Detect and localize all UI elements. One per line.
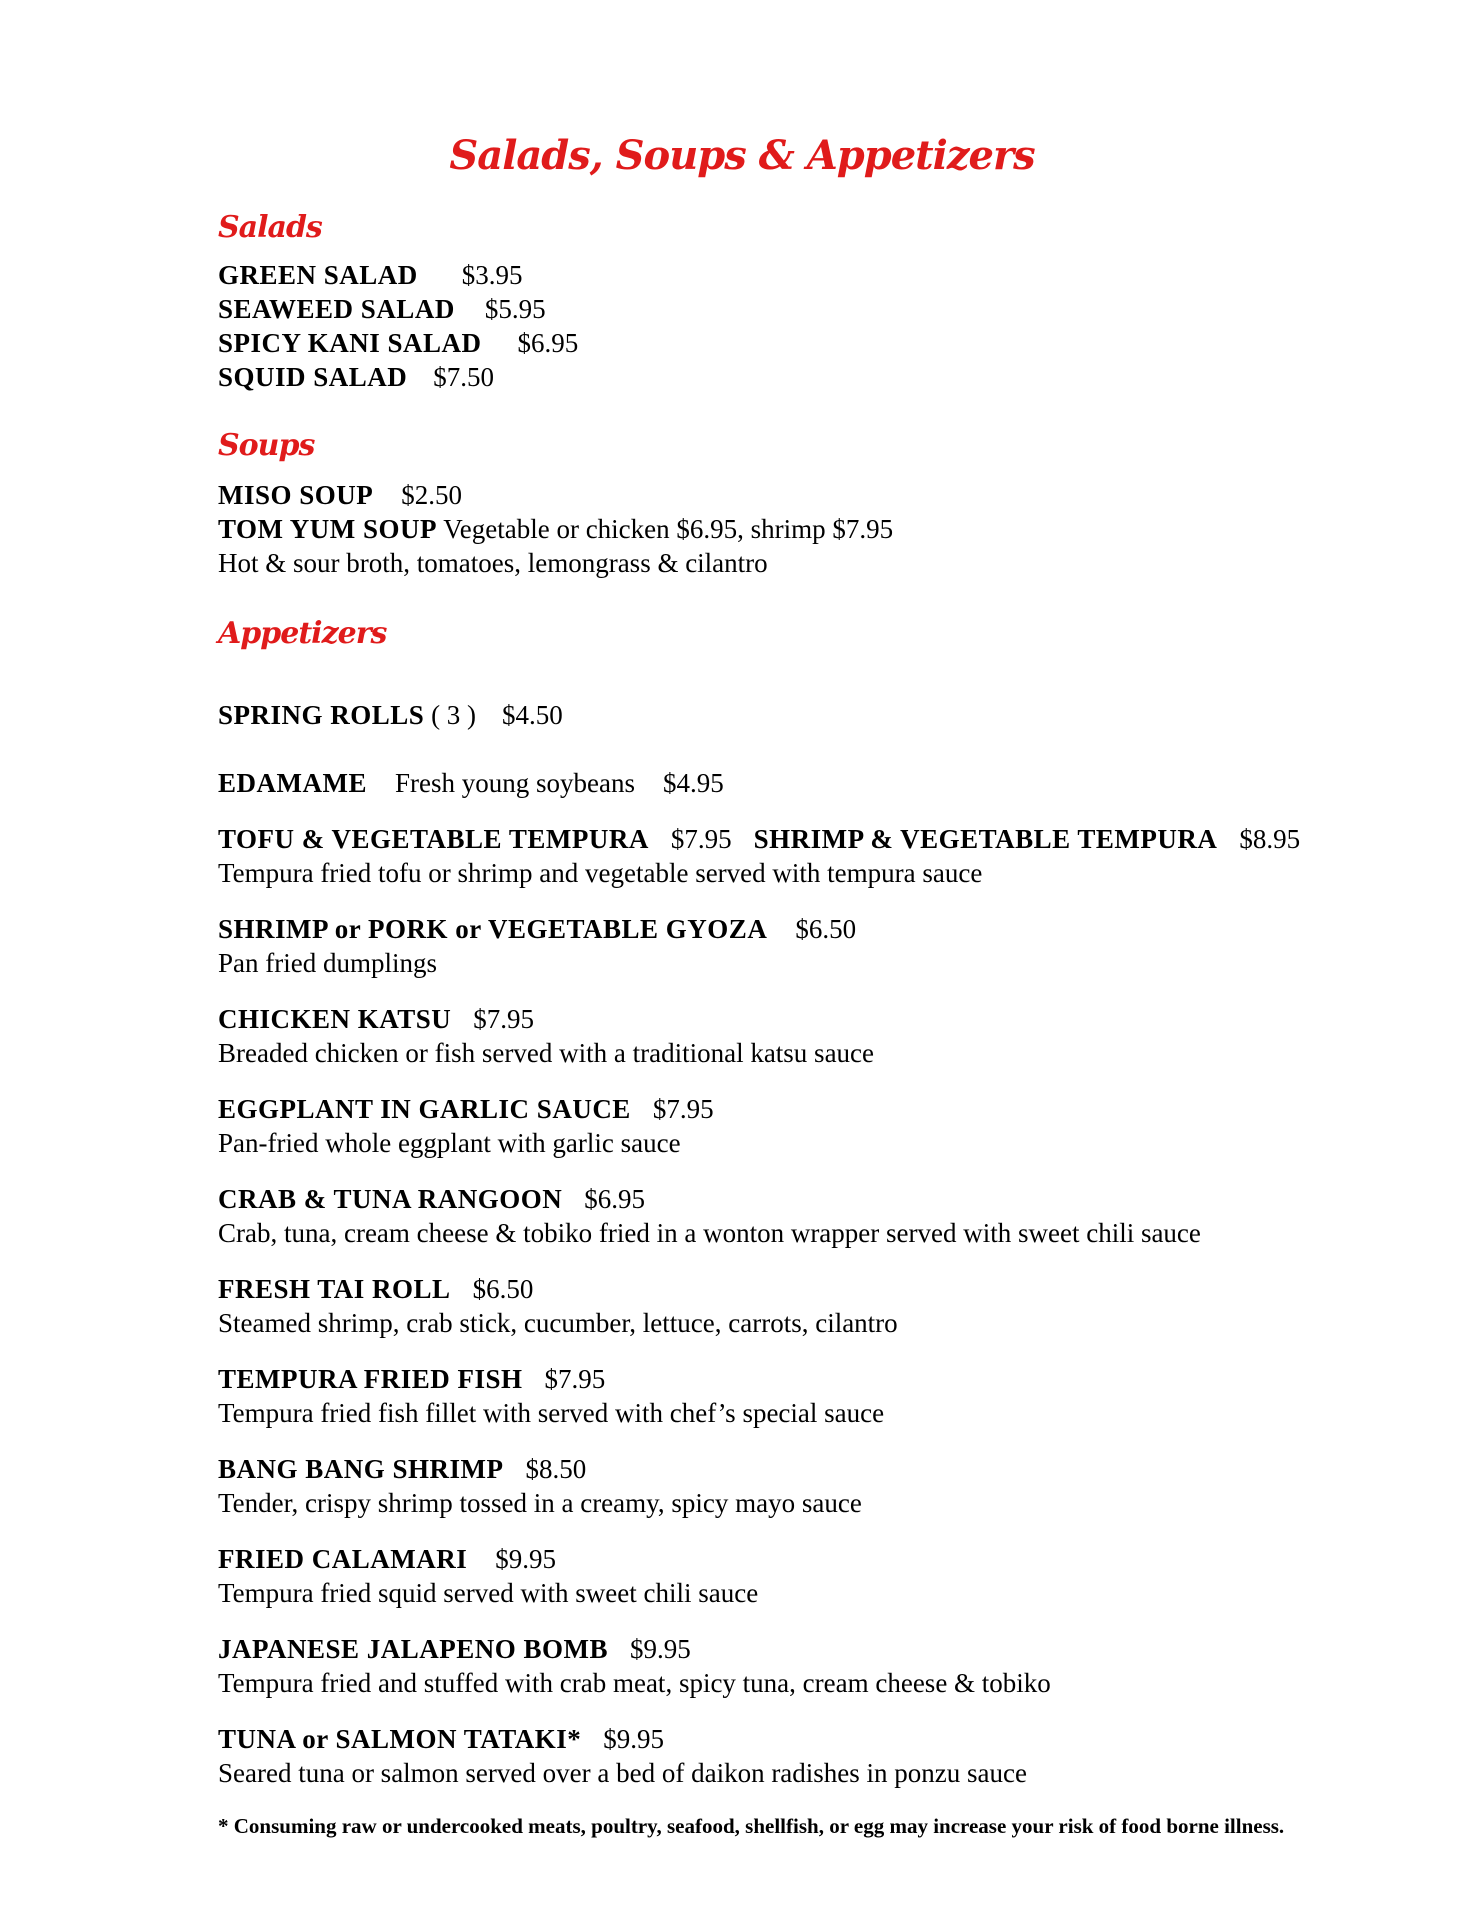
item-name: CRAB & TUNA RANGOON <box>218 1184 563 1214</box>
item-description: Breaded chicken or fish served with a traditional katsu sauce <box>218 1038 875 1068</box>
item-description: Tempura fried squid served with sweet chili sauce <box>218 1578 759 1608</box>
item-name: SEAWEED SALAD <box>218 294 455 324</box>
item-price: $6.95 <box>584 1184 646 1214</box>
appetizer-item <box>218 822 1300 856</box>
item-name: BANG BANG SHRIMP <box>218 1454 504 1484</box>
item-name: SHRIMP & VEGETABLE TEMPURA <box>753 824 1218 854</box>
item-description: Seared tuna or salmon served over a bed of daikon radishes in ponzu sauce <box>218 1758 1027 1788</box>
soup-item <box>218 478 462 512</box>
salad-item <box>218 292 546 326</box>
item-name: SHRIMP or PORK or VEGETABLE GYOZA <box>218 914 768 944</box>
item-name: GREEN SALAD <box>218 260 418 290</box>
salad-item <box>218 360 494 394</box>
item-name: TUNA or SALMON TATAKI* <box>218 1724 582 1754</box>
appetizer-item <box>218 1002 534 1036</box>
item-price: $7.95 <box>670 824 732 854</box>
item-description: Hot & sour broth, tomatoes, lemongrass & cilantro <box>218 548 768 578</box>
item-description: Tempura fried and stuffed with crab meat, spicy tuna, cream cheese & tobiko <box>218 1668 1051 1698</box>
appetizer-item <box>218 1272 533 1306</box>
item-name: EDAMAME <box>218 768 367 798</box>
appetizer-item <box>218 1632 691 1666</box>
item-name: EGGPLANT IN GARLIC SAUCE <box>218 1094 631 1124</box>
item-name: FRESH TAI ROLL <box>218 1274 451 1304</box>
appetizer-item <box>218 1542 556 1576</box>
item-name: FRIED CALAMARI <box>218 1544 468 1574</box>
item-price: $9.95 <box>603 1724 665 1754</box>
item-name: TOM YUM SOUP <box>218 514 437 544</box>
item-price: $3.95 <box>461 260 523 290</box>
appetizer-item <box>218 1092 714 1126</box>
item-price: $7.50 <box>433 362 495 392</box>
appetizer-item <box>218 698 563 732</box>
salad-item <box>218 326 578 360</box>
soup-item <box>218 512 893 546</box>
item-description: Tender, crispy shrimp tossed in a creamy, spicy mayo sauce <box>218 1488 862 1518</box>
salad-item <box>218 258 523 292</box>
item-price: $8.50 <box>525 1454 587 1484</box>
item-price: $7.95 <box>473 1004 535 1034</box>
item-name: SQUID SALAD <box>218 362 408 392</box>
item-description: Pan fried dumplings <box>218 948 437 978</box>
item-name: JAPANESE JALAPENO BOMB <box>218 1634 609 1664</box>
item-name: TOFU & VEGETABLE TEMPURA <box>218 824 649 854</box>
item-note: Fresh young soybeans <box>394 768 635 798</box>
item-price: $8.95 <box>1239 824 1301 854</box>
item-price: $5.95 <box>484 294 546 324</box>
appetizer-item <box>218 1452 586 1486</box>
item-description: Crab, tuna, cream cheese & tobiko fried in a wonton wrapper served with sweet chili sauce <box>218 1218 1201 1248</box>
item-price: $4.95 <box>662 768 724 798</box>
item-name: TEMPURA FRIED FISH <box>218 1364 523 1394</box>
page-title: Salads, Soups & Appetizers <box>449 132 1035 179</box>
item-qty: ( 3 ) <box>431 700 477 730</box>
salads-heading: Salads <box>218 210 322 245</box>
item-price: $6.50 <box>795 914 857 944</box>
item-price: $4.50 <box>502 700 563 730</box>
item-detail: Vegetable or chicken $6.95, shrimp $7.95 <box>443 514 894 544</box>
appetizer-item <box>218 1182 645 1216</box>
item-name: CHICKEN KATSU <box>218 1004 452 1034</box>
appetizers-heading: Appetizers <box>218 616 387 651</box>
item-price: $7.95 <box>652 1094 714 1124</box>
item-price: $6.50 <box>472 1274 534 1304</box>
appetizer-item <box>218 912 856 946</box>
item-price: $7.95 <box>544 1364 606 1394</box>
item-description: Tempura fried fish fillet with served with chef’s special sauce <box>218 1398 885 1428</box>
item-description: Tempura fried tofu or shrimp and vegetable served with tempura sauce <box>218 858 983 888</box>
soups-heading: Soups <box>218 428 315 463</box>
item-price: $9.95 <box>495 1544 556 1574</box>
item-price: $9.95 <box>630 1634 691 1664</box>
appetizer-item <box>218 766 724 800</box>
item-price: $6.95 <box>517 328 579 358</box>
item-name: SPICY KANI SALAD <box>218 328 482 358</box>
appetizer-item <box>218 1722 664 1756</box>
item-name: MISO SOUP <box>218 480 374 510</box>
item-description: Steamed shrimp, crab stick, cucumber, lettuce, carrots, cilantro <box>218 1308 898 1338</box>
appetizer-item <box>218 1362 605 1396</box>
item-description: Pan-fried whole eggplant with garlic sauce <box>218 1128 681 1158</box>
item-name: SPRING ROLLS <box>218 700 425 730</box>
allergy-footnote: * Consuming raw or undercooked meats, poultry, seafood, shellfish, or egg may increase your risk of food borne illness. <box>218 1814 1285 1838</box>
item-price: $2.50 <box>401 480 463 510</box>
